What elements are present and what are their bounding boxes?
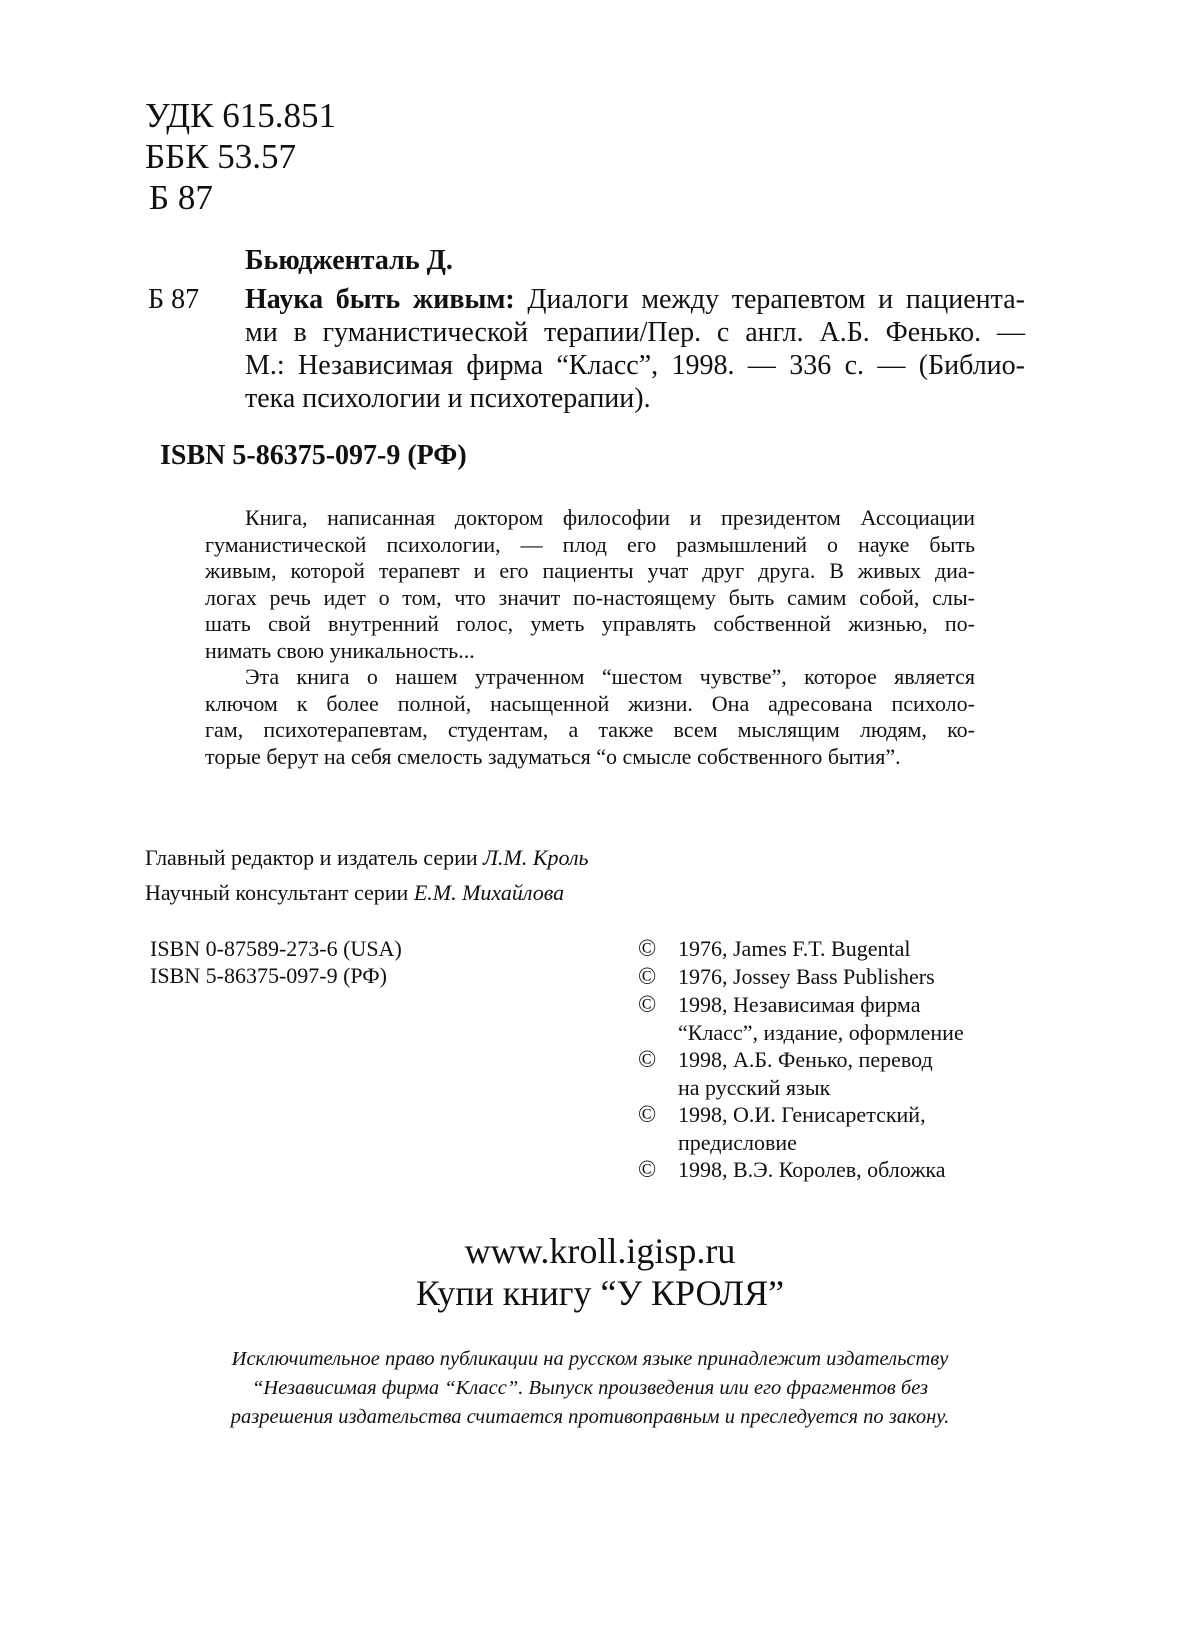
author-name: Бьюдженталь Д.	[245, 245, 453, 276]
isbn-main: ISBN 5-86375-097-9 (РФ)	[160, 440, 467, 471]
editor-name: Л.М. Кроль	[483, 845, 589, 870]
book-title: Наука быть живым:	[245, 284, 515, 315]
biblio-line: ми в гуманистической терапии/Пер. с англ. А.Б. Фенько. —	[245, 317, 1025, 348]
rights-line: Исключительное право публикации на русском языке принадлежит издательству	[231, 1348, 949, 1370]
copyright-icon: ©	[638, 1157, 657, 1183]
annotation-line: живым, которой терапевт и его пациенты учат друг друга. В живых диа-	[205, 558, 975, 583]
annotation-line: ключом к более полной, насыщенной жизни. Она адресована психоло-	[205, 690, 975, 716]
author-sign-code: Б 87	[149, 178, 213, 217]
annotation-line: логах речь идет о том, что значит по-настоящему быть самим собой, слы-	[205, 584, 975, 610]
rights-line: разрешения издательства считается противоправным и преследуется по закону.	[230, 1406, 950, 1428]
annotation	[205, 505, 975, 770]
bibliographic-description	[245, 283, 1025, 415]
isbn-rf: ISBN 5-86375-097-9 (РФ)	[150, 963, 387, 988]
copyright-item: © 1998, О.И. Генисаретский,	[638, 1102, 926, 1128]
copyright-icon: ©	[638, 1102, 657, 1128]
copyright-item: © 1998, А.Б. Фенько, перевод	[638, 1047, 933, 1073]
annotation-line: шать свой внутренний голос, уметь управлять собственной жизнью, по-	[205, 611, 975, 636]
annotation-line: торые берут на себя смелость задуматься “о смысле собственного бытия”.	[205, 743, 901, 769]
copyright-icon: ©	[638, 936, 657, 962]
copyright-item-continuation: предисловие	[678, 1130, 797, 1155]
isbn-list	[150, 935, 402, 989]
publisher-slogan: Купи книгу “У КРОЛЯ”	[415, 1273, 785, 1313]
isbn-usa: ISBN 0-87589-273-6 (USA)	[150, 936, 402, 961]
copyright-icon: ©	[638, 1047, 657, 1073]
bbk-code: ББК 53.57	[145, 137, 297, 176]
copyright-item: © 1998, В.Э. Королев, обложка	[638, 1157, 946, 1183]
rights-line: “Независимая фирма “Класс”. Выпуск произведения или его фрагментов без	[251, 1377, 929, 1399]
udk-code: УДК 615.851	[145, 96, 336, 135]
biblio-line: М.: Независимая фирма “Класс”, 1998. — 336 с. — (Библио-	[245, 350, 1025, 381]
publisher-web-block	[0, 1230, 1200, 1314]
copyright-item: © 1998, Независимая фирма	[638, 992, 921, 1018]
copyright-item-continuation: на русский язык	[678, 1075, 831, 1100]
book-subtitle: Диалоги между терапевтом и пациента-	[514, 284, 1025, 315]
copyright-item-continuation: “Класс”, издание, оформление	[678, 1020, 964, 1045]
copyright-icon: ©	[638, 964, 657, 990]
annotation-line: гам, психотерапевтам, студентам, а также всем мыслящим людям, ко-	[205, 717, 975, 742]
rights-notice	[150, 1345, 1030, 1432]
consultant-name: Е.М. Михайлова	[413, 880, 565, 905]
series-editor: Главный редактор и издатель серии Л.М. Кроль	[145, 845, 589, 870]
classification-codes	[145, 95, 336, 218]
copyright-list	[638, 935, 1038, 1184]
biblio-line	[245, 283, 1025, 316]
annotation-line: Эта книга о нашем утраченном “шестом чувстве”, которое является	[245, 664, 975, 689]
biblio-line: тека психологии и психотерапии).	[245, 383, 651, 414]
annotation-line: гуманистической психологии, — плод его размышлений о науке быть	[205, 531, 975, 557]
copyright-item: © 1976, Jossey Bass Publishers	[638, 964, 935, 990]
copyright-icon: ©	[638, 992, 657, 1018]
series-credits	[145, 840, 589, 910]
publisher-url[interactable]: www.kroll.igisp.ru	[464, 1231, 736, 1271]
annotation-line: нимать свою уникальность...	[205, 637, 475, 663]
annotation-line: Книга, написанная доктором философии и президентом Ассоциации	[245, 505, 975, 530]
copyright-item: © 1976, James F.T. Bugental	[638, 936, 911, 962]
catalog-number: Б 87	[148, 284, 200, 315]
series-consultant: Научный консультант серии Е.М. Михайлова	[145, 880, 565, 905]
